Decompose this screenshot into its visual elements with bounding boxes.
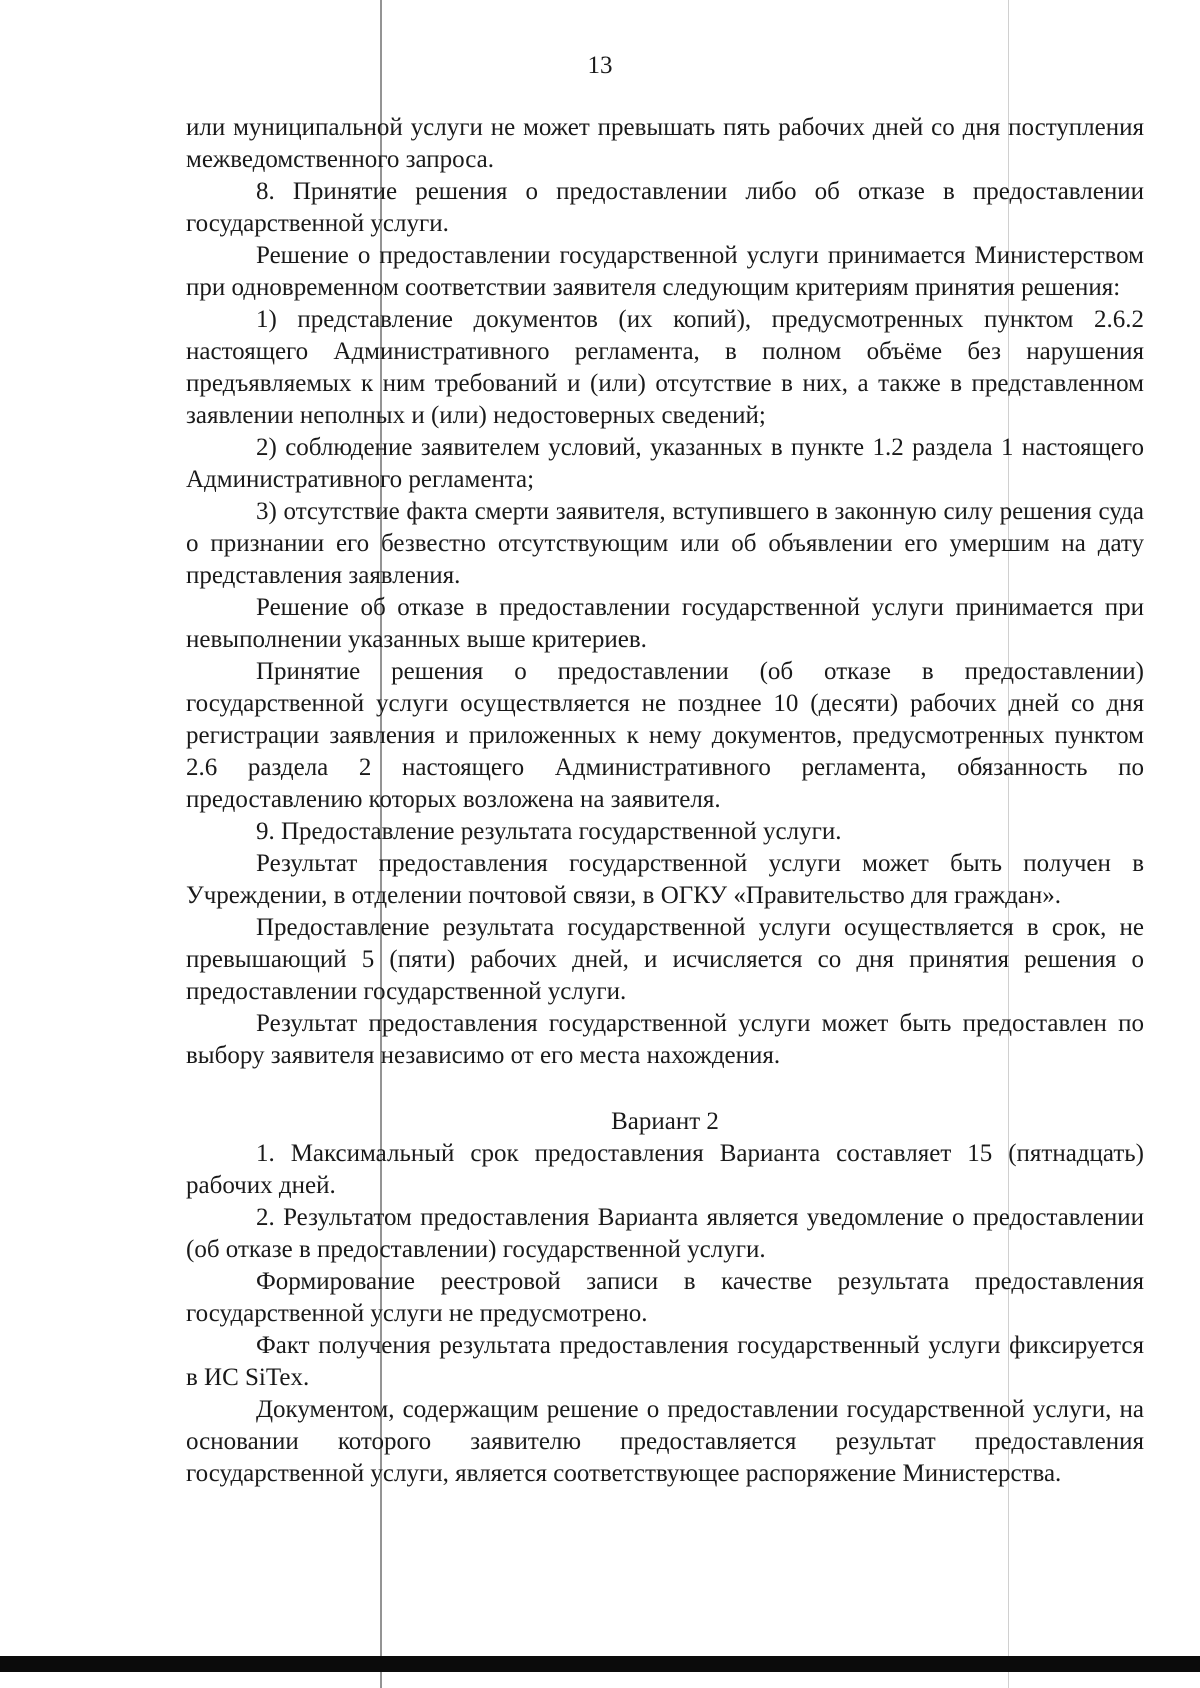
paragraph: 9. Предоставление результата государственной услуги.: [256, 818, 842, 845]
page-number: 13: [587, 52, 613, 79]
paragraph: Формирование реестровой записи в качестве результата предоставления государственной услуги не предусмотрено.: [186, 1268, 1144, 1327]
paragraph: Факт получения результата предоставления государственный услуги фиксируется в ИС SiTex.: [186, 1332, 1144, 1391]
paragraph: Документом, содержащим решение о предоставлении государственной услуги, на основании которого заявителю предоставляется результат предоставления государственной услуги, является соответствующее распоряжение Министерства.: [186, 1396, 1144, 1487]
paragraph: 8. Принятие решения о предоставлении либо об отказе в предоставлении государственной услуги.: [186, 178, 1144, 237]
scan-bottom-border: [0, 1656, 1200, 1672]
list-item: 2) соблюдение заявителем условий, указанных в пункте 1.2 раздела 1 настоящего Административного регламента;: [186, 434, 1144, 493]
section-heading: Вариант 2: [611, 1108, 719, 1135]
list-item: 3) отсутствие факта смерти заявителя, вступившего в законную силу решения суда о признании его безвестно отсутствующим или об объявлении его умершим на дату представления заявления.: [186, 498, 1144, 589]
paragraph: Решение об отказе в предоставлении государственной услуги принимается при невыполнении указанных выше критериев.: [186, 594, 1144, 653]
paragraph: Результат предоставления государственной услуги может быть предоставлен по выбору заявителя независимо от его места нахождения.: [186, 1010, 1144, 1069]
paragraph: Предоставление результата государственной услуги осуществляется в срок, не превышающий 5 (пяти) рабочих дней, и исчисляется со дня принятия решения о предоставлении государственной услуги.: [186, 914, 1144, 1005]
paragraph: 2. Результатом предоставления Варианта является уведомление о предоставлении (об отказе в предоставлении) государственной услуги.: [186, 1204, 1144, 1263]
paragraph: Решение о предоставлении государственной услуги принимается Министерством при одновременном соответствии заявителя следующим критериям принятия решения:: [186, 242, 1144, 301]
list-item: 1) представление документов (их копий), предусмотренных пунктом 2.6.2 настоящего Административного регламента, в полном объёме без нарушения предъявляемых к ним требований и (или) отсутствие в них, а также в представленном заявлении неполных и (или) недостоверных сведений;: [186, 306, 1144, 429]
paragraph: Принятие решения о предоставлении (об отказе в предоставлении) государственной услуги осуществляется не позднее 10 (десяти) рабочих дней со дня регистрации заявления и приложенных к нему документов, предусмотренных пунктом 2.6 раздела 2 настоящего Административного регламента, обязанность по предоставлению которых возложена на заявителя.: [186, 658, 1144, 813]
document-body: [186, 112, 1144, 1490]
paragraph: 1. Максимальный срок предоставления Варианта составляет 15 (пятнадцать) рабочих дней.: [186, 1140, 1144, 1199]
paragraph: Результат предоставления государственной услуги может быть получен в Учреждении, в отделении почтовой связи, в ОГКУ «Правительство для граждан».: [186, 850, 1144, 909]
paragraph: или муниципальной услуги не может превышать пять рабочих дней со дня поступления межведомственного запроса.: [186, 114, 1144, 173]
